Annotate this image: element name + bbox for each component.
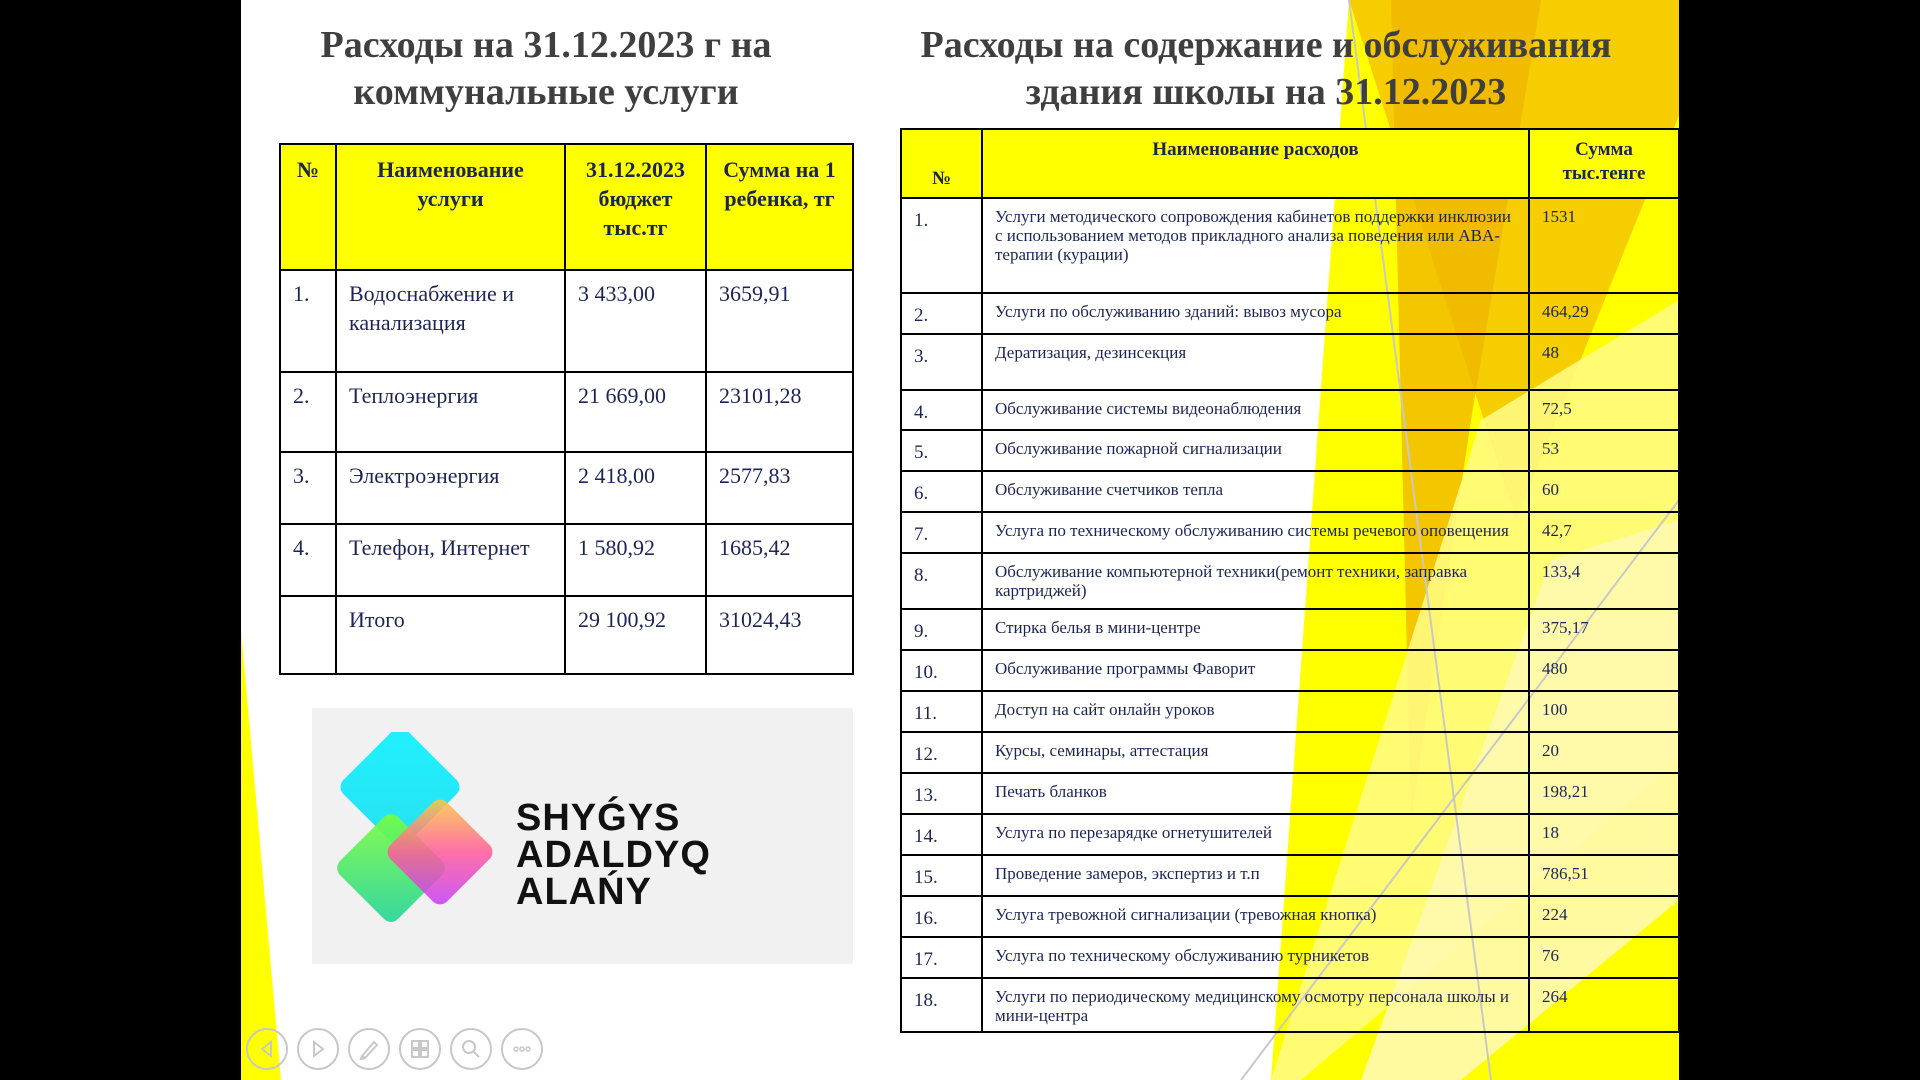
row-number: 2. xyxy=(901,293,982,334)
logo-text xyxy=(516,797,853,913)
maintenance-header-row xyxy=(901,129,1679,198)
table-row xyxy=(901,512,1679,553)
expense-sum: 133,4 xyxy=(1529,553,1679,609)
service-name: Итого xyxy=(336,596,565,674)
expense-sum: 60 xyxy=(1529,471,1679,512)
logo-text-line1: SHYǴYS xyxy=(516,797,681,839)
prev-arrow-icon xyxy=(257,1039,277,1059)
col-header-number: № xyxy=(280,144,336,270)
table-row xyxy=(280,596,853,674)
per-child-value: 1685,42 xyxy=(706,524,853,596)
row-number: 13. xyxy=(901,773,982,814)
zoom-button[interactable] xyxy=(450,1028,492,1070)
table-row xyxy=(901,198,1679,293)
row-number: 11. xyxy=(901,691,982,732)
right-title-line2: здания школы на 31.12.2023 xyxy=(1025,71,1507,113)
left-title xyxy=(271,22,821,116)
row-number: 2. xyxy=(280,372,336,452)
row-number: 7. xyxy=(901,512,982,553)
expense-sum: 224 xyxy=(1529,896,1679,937)
see-all-slides-button[interactable] xyxy=(399,1028,441,1070)
expense-name: Обслуживание системы видеонаблюдения xyxy=(982,390,1529,430)
table-row xyxy=(901,609,1679,650)
expense-name: Услуги по обслуживанию зданий: вывоз мусора xyxy=(982,293,1529,334)
expense-name: Услуга по техническому обслуживанию системы речевого оповещения xyxy=(982,512,1529,553)
slides-grid-icon xyxy=(409,1038,431,1060)
row-number: 3. xyxy=(901,334,982,390)
slide xyxy=(241,0,1679,1080)
col-header-sum: Сумма тыс.тенге xyxy=(1529,129,1679,198)
utilities-header-row xyxy=(280,144,853,270)
budget-value: 1 580,92 xyxy=(565,524,706,596)
table-row xyxy=(901,773,1679,814)
table-row xyxy=(901,471,1679,512)
col-header-per-child: Сумма на 1 ребенка, тг xyxy=(706,144,853,270)
table-row xyxy=(901,691,1679,732)
expense-sum: 1531 xyxy=(1529,198,1679,293)
expense-sum: 375,17 xyxy=(1529,609,1679,650)
expense-sum: 72,5 xyxy=(1529,390,1679,430)
left-title-line1: Расходы на 31.12.2023 г на xyxy=(320,24,772,66)
zoom-icon xyxy=(460,1038,482,1060)
table-row xyxy=(280,524,853,596)
per-child-value: 3659,91 xyxy=(706,270,853,372)
table-row xyxy=(901,293,1679,334)
more-icon xyxy=(511,1038,533,1060)
expense-sum: 100 xyxy=(1529,691,1679,732)
expense-name: Обслуживание компьютерной техники(ремонт техники, заправка картриджей) xyxy=(982,553,1529,609)
expense-name: Обслуживание пожарной сигнализации xyxy=(982,430,1529,471)
table-row xyxy=(901,896,1679,937)
row-number: 1. xyxy=(280,270,336,372)
row-number: 9. xyxy=(901,609,982,650)
row-number: 3. xyxy=(280,452,336,524)
expense-sum: 264 xyxy=(1529,978,1679,1032)
service-name: Электроэнергия xyxy=(336,452,565,524)
expense-sum: 198,21 xyxy=(1529,773,1679,814)
next-arrow-icon xyxy=(308,1039,328,1059)
expense-sum: 76 xyxy=(1529,937,1679,978)
service-name: Водоснабжение и канализация xyxy=(336,270,565,372)
table-row xyxy=(901,390,1679,430)
budget-value: 29 100,92 xyxy=(565,596,706,674)
slideshow-controls xyxy=(246,1028,543,1070)
table-row xyxy=(901,978,1679,1032)
pen-button[interactable] xyxy=(348,1028,390,1070)
expense-sum: 42,7 xyxy=(1529,512,1679,553)
row-number: 6. xyxy=(901,471,982,512)
expense-name: Курсы, семинары, аттестация xyxy=(982,732,1529,773)
expense-name: Обслуживание программы Фаворит xyxy=(982,650,1529,691)
budget-value: 2 418,00 xyxy=(565,452,706,524)
table-row xyxy=(280,372,853,452)
expense-name: Услуги методического сопровождения кабинетов поддержки инклюзии с использованием методов прикладного анализа поведения или ABA-терапии (курации) xyxy=(982,198,1529,293)
table-row xyxy=(901,937,1679,978)
logo-text-line2: ADALDYQ ALAŃY xyxy=(516,834,711,913)
expense-sum: 20 xyxy=(1529,732,1679,773)
row-number xyxy=(280,596,336,674)
expense-name: Услуги по периодическому медицинскому осмотру персонала школы и мини-центра xyxy=(982,978,1529,1032)
budget-value: 21 669,00 xyxy=(565,372,706,452)
expense-name: Проведение замеров, экспертиз и т.п xyxy=(982,855,1529,896)
expense-sum: 786,51 xyxy=(1529,855,1679,896)
col-header-service: Наименование услуги xyxy=(336,144,565,270)
prev-slide-button[interactable] xyxy=(246,1028,288,1070)
per-child-value: 2577,83 xyxy=(706,452,853,524)
row-number: 4. xyxy=(280,524,336,596)
next-slide-button[interactable] xyxy=(297,1028,339,1070)
row-number: 1. xyxy=(901,198,982,293)
expense-sum: 480 xyxy=(1529,650,1679,691)
row-number: 4. xyxy=(901,390,982,430)
col-header-budget: 31.12.2023 бюджет тыс.тг xyxy=(565,144,706,270)
maintenance-table xyxy=(900,128,1679,1033)
col-header-expense: Наименование расходов xyxy=(982,129,1529,198)
per-child-value: 23101,28 xyxy=(706,372,853,452)
expense-name: Печать бланков xyxy=(982,773,1529,814)
row-number: 8. xyxy=(901,553,982,609)
row-number: 18. xyxy=(901,978,982,1032)
table-row xyxy=(901,650,1679,691)
table-row xyxy=(901,334,1679,390)
left-yellow-stripe xyxy=(241,630,281,1080)
more-options-button[interactable] xyxy=(501,1028,543,1070)
logo-mark-icon xyxy=(330,732,520,932)
row-number: 5. xyxy=(901,430,982,471)
service-name: Телефон, Интернет xyxy=(336,524,565,596)
right-title xyxy=(881,22,1651,116)
row-number: 17. xyxy=(901,937,982,978)
row-number: 10. xyxy=(901,650,982,691)
expense-name: Дератизация, дезинсекция xyxy=(982,334,1529,390)
expense-name: Услуга тревожной сигнализации (тревожная кнопка) xyxy=(982,896,1529,937)
table-row xyxy=(901,814,1679,855)
table-row xyxy=(901,732,1679,773)
expense-sum: 18 xyxy=(1529,814,1679,855)
service-name: Теплоэнергия xyxy=(336,372,565,452)
expense-name: Услуга по техническому обслуживанию турникетов xyxy=(982,937,1529,978)
row-number: 14. xyxy=(901,814,982,855)
col-header-number-text: № xyxy=(931,168,952,189)
per-child-value: 31024,43 xyxy=(706,596,853,674)
pen-icon xyxy=(358,1038,380,1060)
row-number: 15. xyxy=(901,855,982,896)
table-row xyxy=(901,430,1679,471)
budget-value: 3 433,00 xyxy=(565,270,706,372)
utilities-table xyxy=(279,143,854,675)
row-number: 16. xyxy=(901,896,982,937)
row-number: 12. xyxy=(901,732,982,773)
table-row xyxy=(901,855,1679,896)
table-row xyxy=(901,553,1679,609)
left-title-line2: коммунальные услуги xyxy=(353,71,739,113)
expense-name: Обслуживание счетчиков тепла xyxy=(982,471,1529,512)
right-title-line1: Расходы на содержание и обслуживания xyxy=(920,24,1612,66)
table-row xyxy=(280,270,853,372)
logo xyxy=(312,708,853,964)
expense-name: Стирка белья в мини-центре xyxy=(982,609,1529,650)
expense-name: Услуга по перезарядке огнетушителей xyxy=(982,814,1529,855)
col-header-number xyxy=(901,129,982,198)
expense-sum: 48 xyxy=(1529,334,1679,390)
table-row xyxy=(280,452,853,524)
expense-sum: 53 xyxy=(1529,430,1679,471)
expense-name: Доступ на сайт онлайн уроков xyxy=(982,691,1529,732)
expense-sum: 464,29 xyxy=(1529,293,1679,334)
